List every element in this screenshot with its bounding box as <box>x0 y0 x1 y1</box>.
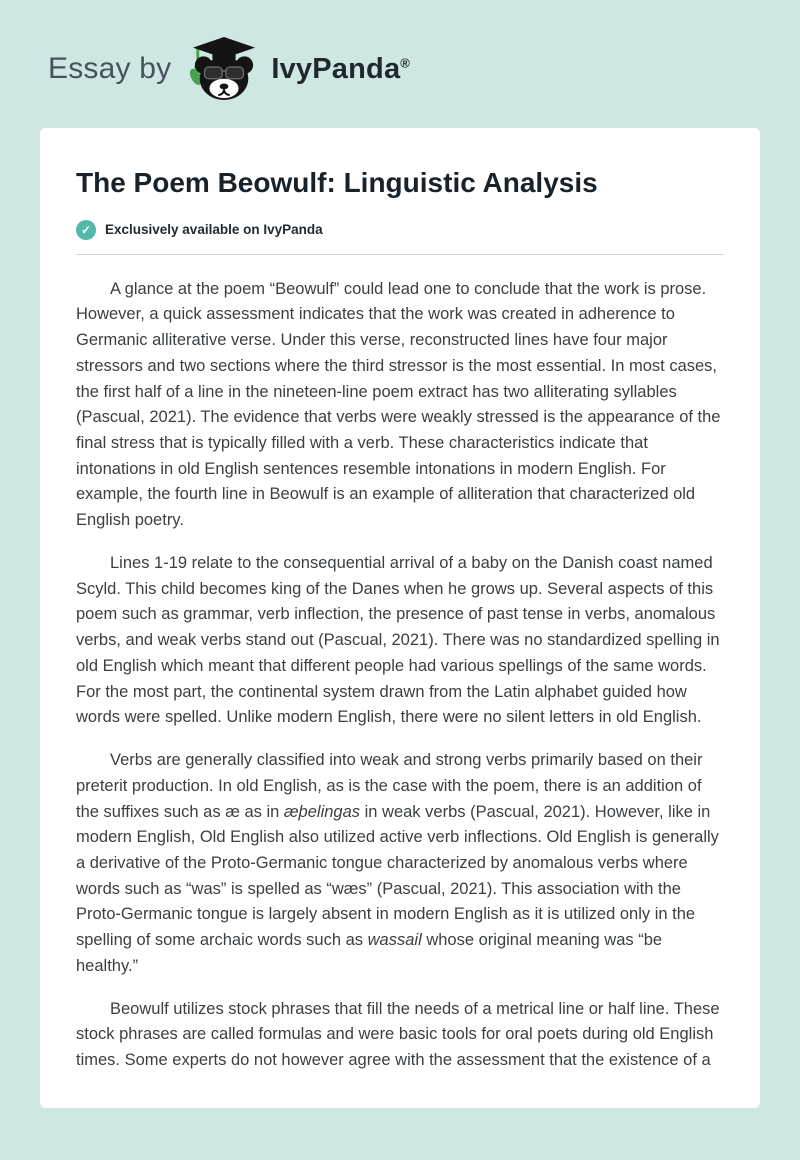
brand-logo[interactable] <box>187 36 410 102</box>
essay-paragraph: Lines 1-19 relate to the consequential arrival of a baby on the Danish coast named Scyld. This child becomes king of the Danes when he grows up. Several aspects of this poem such as grammar, verb inflection, the presence of past tense in verbs, anomalous verbs, and weak verbs stand out (Pascual, 2021). There was no standardized spelling in old English which meant that different people had various spellings of the same words. For the most part, the continental system drawn from the Latin alphabet guided how words were spelled. Unlike modern English, there were no silent letters in old English. <box>76 553 720 727</box>
essay-paragraph: Beowulf utilizes stock phrases that fill the needs of a metrical line or half line. These stock phrases are called formulas and were basic tools for oral poets during old English times. Some experts do not however agree with the assessment that the existence of a <box>76 999 720 1070</box>
registered-mark: ® <box>400 54 411 70</box>
page-title: The Poem Beowulf: Linguistic Analysis <box>76 167 598 198</box>
essay-by-label: Essay by <box>48 52 172 85</box>
site-header <box>0 0 800 128</box>
essay-body <box>76 277 724 1074</box>
availability-row <box>76 220 724 240</box>
panda-graduate-icon <box>187 36 261 102</box>
essay-card <box>40 128 760 1108</box>
essay-paragraph: A glance at the poem “Beowulf” could lead one to conclude that the work is prose. However, a quick assessment indicates that the work was created in adherence to Germanic alliterative verse. Under this verse, reconstructed lines have four major stressors and two sections where the third stressor is the most essential. In most cases, the first half of a line in the nineteen-line poem extract has two alliterating syllables (Pascual, 2021). The evidence that verbs were weakly stressed is the appearance of the final stress that is typically filled with a verb. These characteristics indicate that intonations in old English sentences resemble intonations in modern English. For example, the fourth line in Beowulf is an example of alliteration that characterized old English poetry. <box>76 279 721 530</box>
essay-paragraph: Verbs are generally classified into weak and strong verbs primarily based on their preterit production. In old English, as is the case with the poem, there is an addition of the suffixes such as æ as in æþelingas in weak verbs (Pascual, 2021). However, like in modern English, Old English also utilized active verb inflections. Old English is generally a derivative of the Proto-Germanic tongue characterized by anomalous verbs where words such as “was” is spelled as “wæs” (Pascual, 2021). This association with the Proto-Germanic tongue is largely absent in modern English as it is utilized only in the spelling of some archaic words such as wassail whose original meaning was “be healthy.” <box>76 751 719 975</box>
availability-label: Exclusively available on IvyPanda <box>105 222 323 238</box>
brand-name: IvyPanda® <box>271 52 411 85</box>
divider <box>76 254 724 255</box>
check-icon: ✓ <box>76 220 96 240</box>
